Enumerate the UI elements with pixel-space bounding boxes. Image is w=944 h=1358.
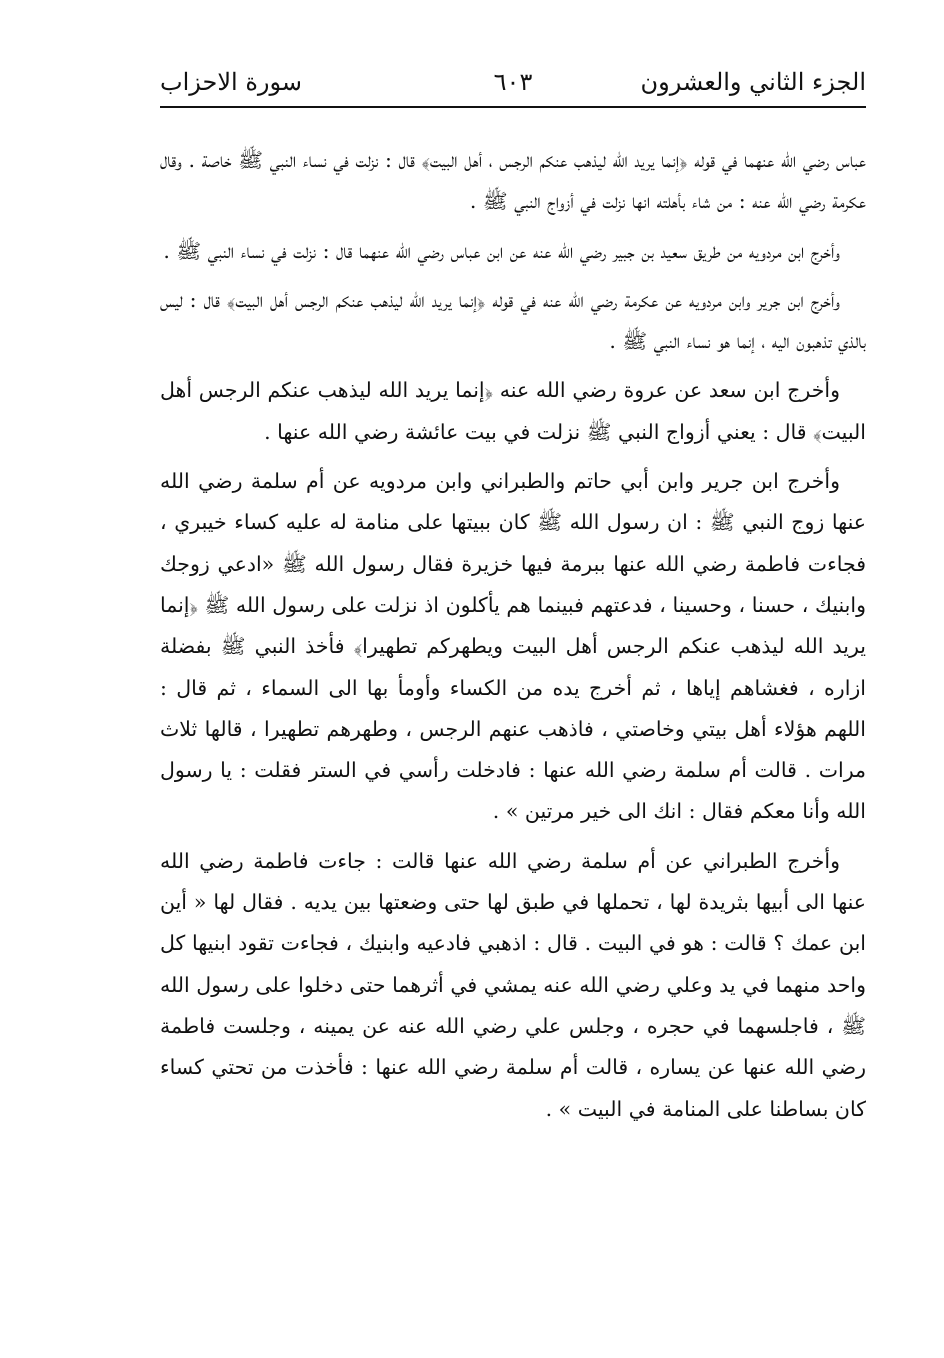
main-text [160,140,866,1130]
running-header [160,62,866,102]
paragraph-6: وأخرج الطبراني عن أم سلمة رضي الله عنها قالت : جاءت فاطمة رضي الله عنها الى أبيها بثريدة لها ، تحملها في طبق لها حتى وضعتها بين يديه . فقال لها « أين ابن عمك ؟ قالت : هو في البيت . قال : اذهبي فادعيه وابنيك ، فجاءت تقود ابنيها كل واحد منهما في يد وعلي رضي الله عنه يمشي في أثرهما حتى دخلوا على رسول الله ﷺ ، فاجلسهما في حجره ، وجلس علي رضي الله عنه عن يمينه ، وجلست فاطمة رضي الله عنها عن يساره ، قالت أم سلمة رضي الله عنها : فأخذت من تحتي كساء كان بساطنا على المنامة في البيت » . [160,848,866,1121]
header-surah-title: سورة الاحزاب [160,68,302,96]
paragraph-3: وأخرج ابن جرير وابن مردويه عن عكرمة رضي الله عنه في قوله ﴿إنما يريد الله ليذهب عنكم الرجس أهل البيت﴾ قال : ليس بالذي تذهبون اليه ، إنما هو نساء النبي ﷺ . [160,287,866,354]
paragraph-1: عباس رضي الله عنهما في قوله ﴿إنما يريد الله ليذهب عنكم الرجس ، أهل البيت﴾ قال : نزلت في نساء النبي ﷺ خاصة . وقال عكرمة رضي الله عنه : من شاء بأهلته انها نزلت في أزواج النبي ﷺ . [160,148,866,214]
page-number: ٦٠٣ [493,68,533,96]
paragraph-5: وأخرج ابن جرير وابن أبي حاتم والطبراني وابن مردويه عن أم سلمة رضي الله عنها زوج النبي ﷺ : ان رسول الله ﷺ كان ببيتها على منامة له عليه كساء خيبري ، فجاءت فاطمة رضي الله عنها ببرمة فيها خزيرة فقال رسول الله ﷺ «ادعي زوجك وابنيك ، حسنا ، وحسينا ، فدعتهم فبينما هم يأكلون اذ نزلت على رسول الله ﷺ ﴿إنما يريد الله ليذهب عنكم الرجس أهل البيت ويطهركم تطهيرا﴾ فأخذ النبي ﷺ بفضلة ازاره ، فغشاهم إياها ، ثم أخرج يده من الكساء وأومأ بها الى السماء ، ثم قال : اللهم هؤلاء أهل بيتي وخاصتي ، فاذهب عنهم الرجس ، وطهرهم تطهيرا ، قالها ثلاث مرات . قالت أم سلمة رضي الله عنها : فادخلت رأسي في الستر فقلت : يا رسول الله وأنا معكم فقال : انك الى خير مرتين » . [160,469,866,824]
paragraph-2: وأخرج ابن مردويه من طريق سعيد بن جبير رضي الله عنه عن ابن عباس رضي الله عنهما قال : نزلت في نساء النبي ﷺ . [163,238,840,263]
header-divider [160,106,866,108]
paragraph-4: وأخرج ابن سعد عن عروة رضي الله عنه ﴿إنما يريد الله ليذهب عنكم الرجس أهل البيت﴾ قال : يعني أزواج النبي ﷺ نزلت في بيت عائشة رضي الله عنها . [160,378,866,444]
header-part-title: الجزء الثاني والعشرون [640,68,866,96]
